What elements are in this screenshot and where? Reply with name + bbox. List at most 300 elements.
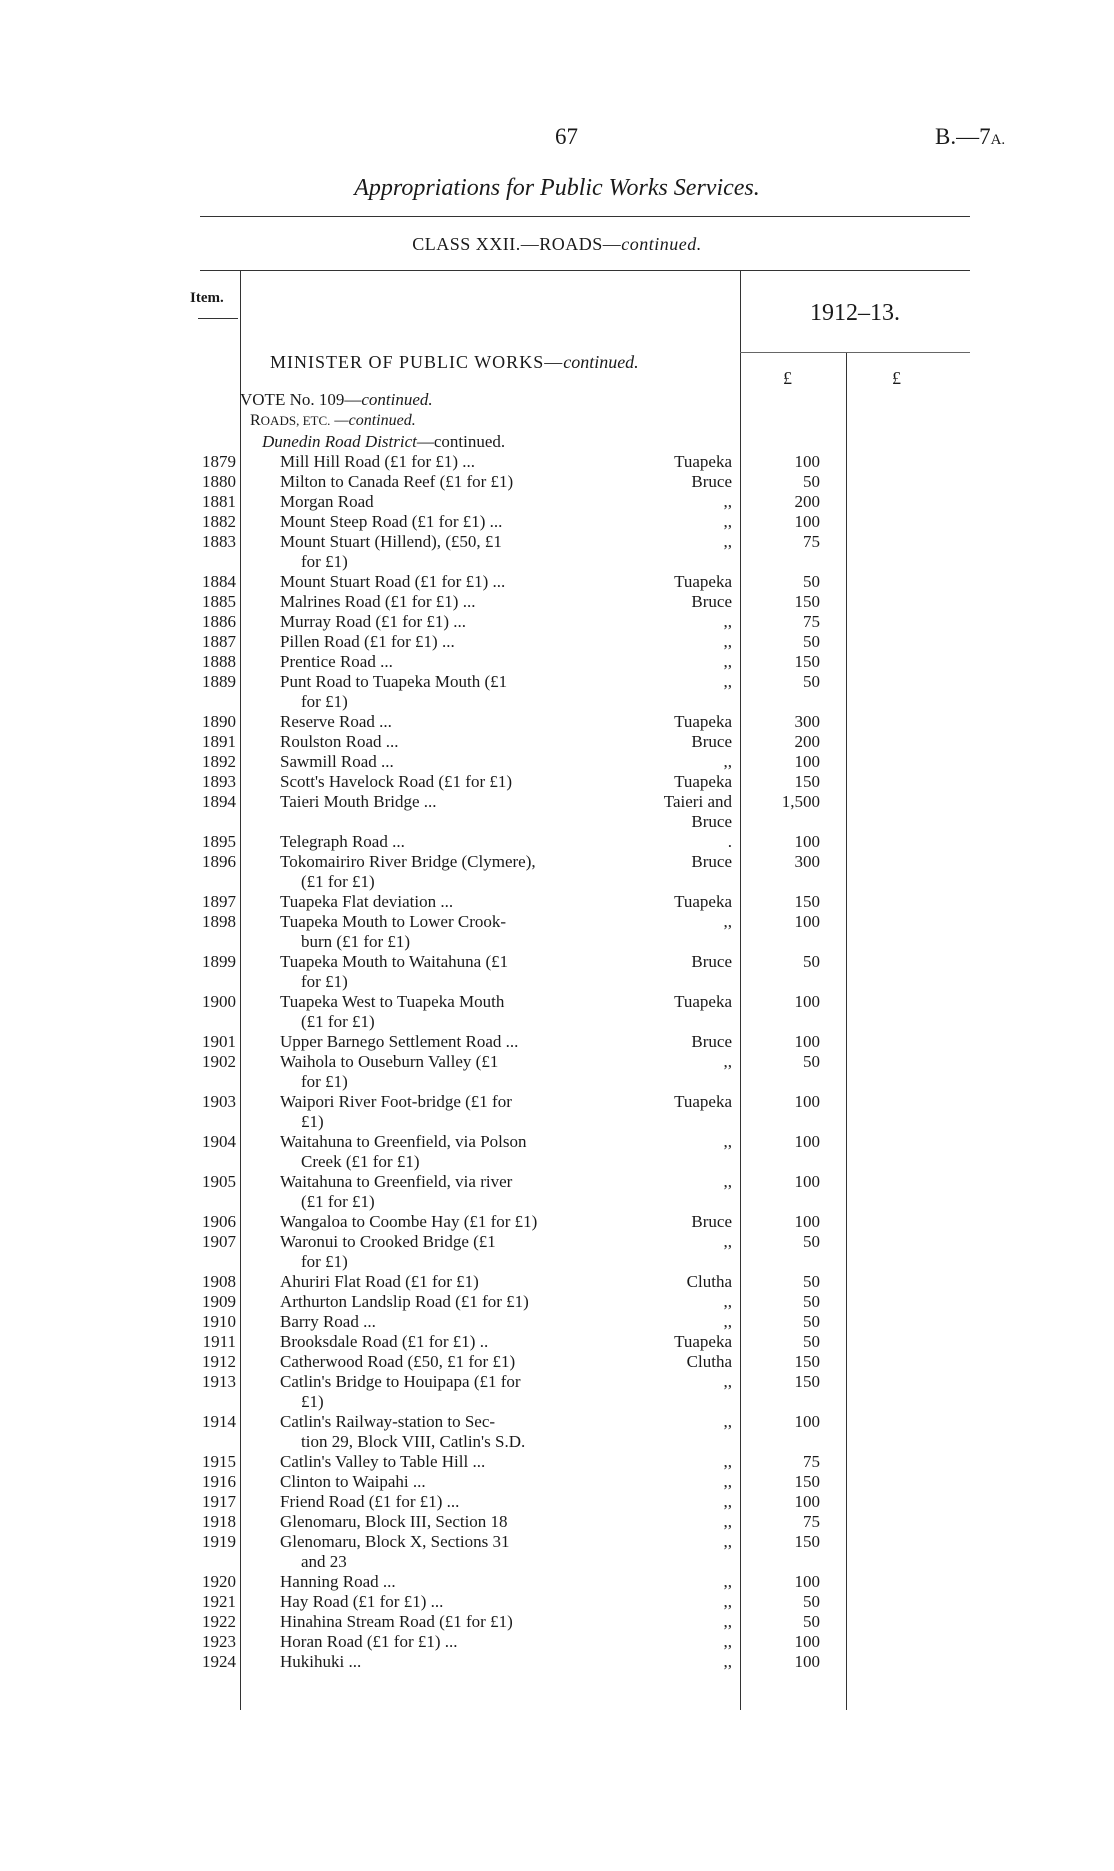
district-name: ,, xyxy=(723,612,732,631)
item-description xyxy=(280,672,590,712)
amount: 50 xyxy=(803,472,820,491)
district-name: Tuapeka xyxy=(674,712,732,731)
currency-header-2: £ xyxy=(892,368,901,388)
title-rule xyxy=(200,216,970,217)
item-description xyxy=(280,712,590,732)
item-description xyxy=(280,1172,590,1212)
district-heading-cont: —continued. xyxy=(416,432,506,451)
item-number: 1908 xyxy=(202,1272,236,1291)
item-number: 1910 xyxy=(202,1312,236,1331)
item-description-line: Mill Hill Road (£1 for £1) ... xyxy=(280,452,476,471)
amount: 75 xyxy=(803,612,820,631)
item-number: 1915 xyxy=(202,1452,236,1471)
item-description xyxy=(280,1312,590,1332)
district-name: ,, xyxy=(723,1632,732,1651)
item-column-header: Item. xyxy=(190,290,224,306)
amount: 300 xyxy=(794,852,820,871)
amount: 50 xyxy=(803,672,820,691)
table-row xyxy=(0,1372,1114,1412)
amount: 50 xyxy=(803,632,820,651)
amount: 50 xyxy=(803,1612,820,1631)
table-row xyxy=(0,1092,1114,1132)
item-number: 1900 xyxy=(202,992,236,1011)
item-description xyxy=(280,1372,590,1412)
item-number: 1882 xyxy=(202,512,236,531)
page-title: Appropriations for Public Works Services. xyxy=(354,175,760,201)
amount: 150 xyxy=(794,652,820,671)
item-description xyxy=(280,1292,590,1312)
item-number: 1879 xyxy=(202,452,236,471)
amount: 100 xyxy=(794,1032,820,1051)
item-description xyxy=(280,992,590,1032)
amount: 50 xyxy=(803,1232,820,1251)
district-name: ,, xyxy=(723,1372,732,1391)
amount: 100 xyxy=(794,752,820,771)
table-row xyxy=(0,1492,1114,1512)
item-description-line: Catlin's Bridge to Houipapa (£1 for xyxy=(280,1372,521,1391)
district-name: ,, xyxy=(723,1532,732,1551)
item-description-line: Arthurton Landslip Road (£1 for £1) xyxy=(280,1292,529,1311)
table-row xyxy=(0,1052,1114,1092)
amount: 75 xyxy=(803,1512,820,1531)
amount: 50 xyxy=(803,952,820,971)
district-name: Tuapeka xyxy=(674,772,732,791)
district-name: ,, xyxy=(723,1612,732,1631)
item-description-line: Tokomairiro River Bridge (Clymere), xyxy=(280,852,536,871)
item-description-continuation: for £1) xyxy=(301,1252,348,1271)
district-name: Bruce xyxy=(691,952,732,971)
item-description-continuation: £1) xyxy=(301,1112,324,1131)
item-description-line: Waronui to Crooked Bridge (£1 xyxy=(280,1232,496,1251)
vote-heading-cont: continued. xyxy=(361,390,433,409)
item-description xyxy=(280,852,590,892)
item-description-continuation: (£1 for £1) xyxy=(301,1192,375,1211)
amount: 200 xyxy=(794,492,820,511)
item-description-line: Murray Road (£1 for £1) ... xyxy=(280,612,467,631)
amount: 50 xyxy=(803,1052,820,1071)
district-name: Clutha xyxy=(686,1272,732,1291)
year-column-header: 1912–13. xyxy=(810,300,900,326)
amount: 300 xyxy=(794,712,820,731)
item-description-line: Waipori River Foot-bridge (£1 for xyxy=(280,1092,512,1111)
item-description xyxy=(280,1412,590,1452)
item-description-line: Horan Road (£1 for £1) ... xyxy=(280,1632,458,1651)
item-description xyxy=(280,1332,590,1352)
item-number: 1888 xyxy=(202,652,236,671)
district-name: ,, xyxy=(723,1512,732,1531)
item-description-line: Milton to Canada Reef (£1 for £1) xyxy=(280,472,514,491)
vote-heading xyxy=(240,390,433,410)
document-reference xyxy=(935,124,1005,150)
item-description-line: Brooksdale Road (£1 for £1) .. xyxy=(280,1332,489,1351)
table-row xyxy=(0,1452,1114,1472)
district-name: ,, xyxy=(723,652,732,671)
district-heading-text: Dunedin Road District xyxy=(262,432,417,451)
item-description xyxy=(280,732,590,752)
item-number: 1898 xyxy=(202,912,236,931)
amount: 100 xyxy=(794,1632,820,1651)
district-name: Tuapeka xyxy=(674,892,732,911)
item-description-continuation: for £1) xyxy=(301,552,348,571)
item-number: 1907 xyxy=(202,1232,236,1251)
table-row xyxy=(0,492,1114,512)
district-name: ,, xyxy=(723,912,732,931)
class-heading xyxy=(0,234,1114,255)
amount: 150 xyxy=(794,1472,820,1491)
item-number: 1906 xyxy=(202,1212,236,1231)
table-row xyxy=(0,1212,1114,1232)
item-number: 1884 xyxy=(202,572,236,591)
item-description-line: Waitahuna to Greenfield, via river xyxy=(280,1172,513,1191)
item-number: 1922 xyxy=(202,1612,236,1631)
minister-heading xyxy=(270,352,639,373)
amount: 100 xyxy=(794,1132,820,1151)
table-row xyxy=(0,1472,1114,1492)
district-name: . xyxy=(727,832,732,851)
item-number: 1893 xyxy=(202,772,236,791)
item-description-line: Telegraph Road ... xyxy=(280,832,405,851)
amount: 50 xyxy=(803,1292,820,1311)
district-name: ,, xyxy=(723,672,732,691)
amount: 100 xyxy=(794,1212,820,1231)
item-number: 1890 xyxy=(202,712,236,731)
table-row xyxy=(0,632,1114,652)
item-description xyxy=(280,1032,590,1052)
district-name: Bruce xyxy=(691,592,732,611)
item-description-continuation: for £1) xyxy=(301,972,348,991)
item-description-continuation: (£1 for £1) xyxy=(301,872,375,891)
district-name: ,, xyxy=(723,1052,732,1071)
item-description-continuation: tion 29, Block VIII, Catlin's S.D. xyxy=(301,1432,526,1451)
item-description xyxy=(280,792,590,812)
item-number: 1921 xyxy=(202,1592,236,1611)
item-description xyxy=(280,1632,590,1652)
item-description xyxy=(280,1272,590,1292)
item-number: 1899 xyxy=(202,952,236,971)
year-header-rule xyxy=(740,352,970,353)
item-description xyxy=(280,1592,590,1612)
class-heading-cont: continued. xyxy=(621,234,702,254)
item-description-line: Malrines Road (£1 for £1) ... xyxy=(280,592,476,611)
amount: 75 xyxy=(803,532,820,551)
item-header-rule xyxy=(198,318,238,319)
district-name: ,, xyxy=(723,532,732,551)
item-description-continuation: burn (£1 for £1) xyxy=(301,932,411,951)
table-row xyxy=(0,852,1114,892)
item-number: 1894 xyxy=(202,792,236,811)
item-number: 1901 xyxy=(202,1032,236,1051)
item-description-line: Catlin's Valley to Table Hill ... xyxy=(280,1452,486,1471)
item-description xyxy=(280,772,590,792)
table-row xyxy=(0,572,1114,592)
district-name: Clutha xyxy=(686,1352,732,1371)
district-name: ,, xyxy=(723,1172,732,1191)
amount: 150 xyxy=(794,1532,820,1551)
item-description-line: Taieri Mouth Bridge ... xyxy=(280,792,437,811)
item-description-continuation: for £1) xyxy=(301,1072,348,1091)
item-number: 1923 xyxy=(202,1632,236,1651)
item-number: 1924 xyxy=(202,1652,236,1671)
table-row xyxy=(0,1272,1114,1292)
item-description xyxy=(280,1512,590,1532)
item-description xyxy=(280,1472,590,1492)
appropriations-table xyxy=(0,452,1114,1672)
item-number: 1896 xyxy=(202,852,236,871)
item-description-line: Prentice Road ... xyxy=(280,652,393,671)
district-name: ,, xyxy=(723,1232,732,1251)
district-name: ,, xyxy=(723,1132,732,1151)
item-description-line: Tuapeka Mouth to Waitahuna (£1 xyxy=(280,952,509,971)
item-description-line: Mount Stuart Road (£1 for £1) ... xyxy=(280,572,506,591)
item-number: 1886 xyxy=(202,612,236,631)
table-row xyxy=(0,712,1114,732)
amount: 50 xyxy=(803,1592,820,1611)
roads-subheading-cont: —continued. xyxy=(330,412,416,429)
table-row xyxy=(0,792,1114,832)
district-name: Tuapeka xyxy=(674,1332,732,1351)
item-description-line: Roulston Road ... xyxy=(280,732,399,751)
item-description-line: Glenomaru, Block X, Sections 31 xyxy=(280,1532,510,1551)
item-number: 1918 xyxy=(202,1512,236,1531)
item-description-continuation: and 23 xyxy=(301,1552,347,1571)
item-description xyxy=(280,1212,590,1232)
page-number: 67 xyxy=(555,124,578,149)
table-row xyxy=(0,1512,1114,1532)
table-top-rule xyxy=(200,270,970,271)
district-name: ,, xyxy=(723,1572,732,1591)
amount: 150 xyxy=(794,1352,820,1371)
district-name: ,, xyxy=(723,1292,732,1311)
item-description xyxy=(280,572,590,592)
item-description xyxy=(280,832,590,852)
table-row xyxy=(0,1592,1114,1612)
item-description xyxy=(280,652,590,672)
table-row xyxy=(0,772,1114,792)
table-row xyxy=(0,752,1114,772)
table-row xyxy=(0,1312,1114,1332)
item-description-line: Mount Stuart (Hillend), (£50, £1 xyxy=(280,532,502,551)
district-name: Bruce xyxy=(691,852,732,871)
item-description xyxy=(280,1492,590,1512)
item-number: 1885 xyxy=(202,592,236,611)
item-description-line: Reserve Road ... xyxy=(280,712,392,731)
amount: 100 xyxy=(794,1652,820,1671)
item-description-line: Glenomaru, Block III, Section 18 xyxy=(280,1512,508,1531)
amount: 50 xyxy=(803,1312,820,1331)
item-description xyxy=(280,1132,590,1172)
district-heading xyxy=(262,432,505,452)
item-description xyxy=(280,492,590,512)
table-row xyxy=(0,1412,1114,1452)
item-description-line: Morgan Road xyxy=(280,492,374,511)
district-name: Tuapeka xyxy=(674,1092,732,1111)
item-description xyxy=(280,1052,590,1092)
item-description-continuation: (£1 for £1) xyxy=(301,1012,375,1031)
item-number: 1917 xyxy=(202,1492,236,1511)
item-number: 1895 xyxy=(202,832,236,851)
currency-header-1: £ xyxy=(783,368,792,388)
item-number: 1916 xyxy=(202,1472,236,1491)
amount: 100 xyxy=(794,1572,820,1591)
item-number: 1897 xyxy=(202,892,236,911)
item-description-line: Waitahuna to Greenfield, via Polson xyxy=(280,1132,527,1151)
table-row xyxy=(0,1612,1114,1632)
table-row xyxy=(0,832,1114,852)
table-row xyxy=(0,992,1114,1032)
table-row xyxy=(0,512,1114,532)
item-description-line: Clinton to Waipahi ... xyxy=(280,1472,426,1491)
item-description-line: Sawmill Road ... xyxy=(280,752,394,771)
item-number: 1887 xyxy=(202,632,236,651)
item-number: 1914 xyxy=(202,1412,236,1431)
table-row xyxy=(0,1172,1114,1212)
table-row xyxy=(0,472,1114,492)
amount: 50 xyxy=(803,1272,820,1291)
amount: 100 xyxy=(794,512,820,531)
district-name: ,, xyxy=(723,1452,732,1471)
item-description-line: Punt Road to Tuapeka Mouth (£1 xyxy=(280,672,508,691)
district-name: ,, xyxy=(723,1592,732,1611)
item-description xyxy=(280,1352,590,1372)
amount: 50 xyxy=(803,1332,820,1351)
table-row xyxy=(0,1652,1114,1672)
item-description-line: Tuapeka Flat deviation ... xyxy=(280,892,454,911)
amount: 100 xyxy=(794,1092,820,1111)
district-name: Bruce xyxy=(691,1212,732,1231)
item-number: 1911 xyxy=(202,1332,236,1351)
district-name: ,, xyxy=(723,512,732,531)
district-name: ,, xyxy=(723,752,732,771)
amount: 100 xyxy=(794,832,820,851)
item-number: 1905 xyxy=(202,1172,236,1191)
table-row xyxy=(0,1332,1114,1352)
amount: 150 xyxy=(794,772,820,791)
item-description-continuation: Creek (£1 for £1) xyxy=(301,1152,420,1171)
item-description xyxy=(280,1092,590,1132)
table-row xyxy=(0,1132,1114,1172)
district-name: ,, xyxy=(723,1412,732,1431)
amount: 100 xyxy=(794,912,820,931)
district-name: ,, xyxy=(723,1652,732,1671)
roads-subheading-rest: OADS, ETC. xyxy=(260,413,331,428)
item-description-line: Tuapeka Mouth to Lower Crook- xyxy=(280,912,507,931)
district-name: ,, xyxy=(723,1312,732,1331)
item-description-line: Hay Road (£1 for £1) ... xyxy=(280,1592,444,1611)
item-description-line: Ahuriri Flat Road (£1 for £1) xyxy=(280,1272,479,1291)
item-description-line: Waihola to Ouseburn Valley (£1 xyxy=(280,1052,499,1071)
amount: 100 xyxy=(794,452,820,471)
item-number: 1909 xyxy=(202,1292,236,1311)
table-row xyxy=(0,672,1114,712)
item-description-line: Pillen Road (£1 for £1) ... xyxy=(280,632,455,651)
item-description xyxy=(280,512,590,532)
amount: 100 xyxy=(794,1492,820,1511)
item-description-line: Upper Barnego Settlement Road ... xyxy=(280,1032,519,1051)
table-row xyxy=(0,952,1114,992)
item-description xyxy=(280,1452,590,1472)
item-description-line: Tuapeka West to Tuapeka Mouth xyxy=(280,992,505,1011)
district-name: Taieri and Bruce xyxy=(663,792,732,831)
amount: 100 xyxy=(794,1172,820,1191)
document-reference-main: B.—7 xyxy=(935,124,991,149)
minister-heading-cont: continued. xyxy=(563,352,639,372)
amount: 50 xyxy=(803,572,820,591)
item-description xyxy=(280,632,590,652)
item-description-line: Catherwood Road (£50, £1 for £1) xyxy=(280,1352,516,1371)
item-number: 1912 xyxy=(202,1352,236,1371)
item-description xyxy=(280,892,590,912)
item-number: 1919 xyxy=(202,1532,236,1551)
item-description-line: Catlin's Railway-station to Sec- xyxy=(280,1412,496,1431)
district-name: ,, xyxy=(723,1492,732,1511)
class-heading-text: CLASS XXII.—ROADS— xyxy=(412,234,622,254)
item-number: 1903 xyxy=(202,1092,236,1111)
minister-heading-text: MINISTER OF PUBLIC WORKS— xyxy=(270,352,564,372)
table-row xyxy=(0,1352,1114,1372)
item-description-line: Hanning Road ... xyxy=(280,1572,396,1591)
item-description xyxy=(280,532,590,572)
amount: 150 xyxy=(794,1372,820,1391)
item-number: 1891 xyxy=(202,732,236,751)
table-row xyxy=(0,532,1114,572)
table-row xyxy=(0,652,1114,672)
item-number: 1892 xyxy=(202,752,236,771)
amount: 75 xyxy=(803,1452,820,1471)
item-description-line: Scott's Havelock Road (£1 for £1) xyxy=(280,772,513,791)
item-description-line: Mount Steep Road (£1 for £1) ... xyxy=(280,512,503,531)
table-row xyxy=(0,1572,1114,1592)
item-number: 1904 xyxy=(202,1132,236,1151)
amount: 100 xyxy=(794,992,820,1011)
item-number: 1920 xyxy=(202,1572,236,1591)
item-number: 1913 xyxy=(202,1372,236,1391)
amount: 150 xyxy=(794,592,820,611)
item-description-line: Wangaloa to Coombe Hay (£1 for £1) xyxy=(280,1212,538,1231)
item-description xyxy=(280,612,590,632)
amount: 100 xyxy=(794,1412,820,1431)
item-description xyxy=(280,452,590,472)
item-number: 1880 xyxy=(202,472,236,491)
item-description-line: Hukihuki ... xyxy=(280,1652,362,1671)
item-number: 1889 xyxy=(202,672,236,691)
table-row xyxy=(0,1032,1114,1052)
item-number: 1902 xyxy=(202,1052,236,1071)
table-row xyxy=(0,732,1114,752)
roads-subheading xyxy=(250,412,416,430)
table-row xyxy=(0,612,1114,632)
item-number: 1881 xyxy=(202,492,236,511)
district-name: ,, xyxy=(723,492,732,511)
district-name: Tuapeka xyxy=(674,452,732,471)
document-reference-sub: A. xyxy=(990,132,1006,148)
roads-subheading-initial: R xyxy=(250,412,261,429)
table-row xyxy=(0,452,1114,472)
item-description xyxy=(280,1232,590,1272)
table-row xyxy=(0,892,1114,912)
item-description xyxy=(280,912,590,952)
item-description xyxy=(280,472,590,492)
district-name: Tuapeka xyxy=(674,572,732,591)
district-name: Bruce xyxy=(691,1032,732,1051)
item-number: 1883 xyxy=(202,532,236,551)
table-row xyxy=(0,592,1114,612)
district-name: Tuapeka xyxy=(674,992,732,1011)
amount: 200 xyxy=(794,732,820,751)
district-name: ,, xyxy=(723,632,732,651)
amount: 150 xyxy=(794,892,820,911)
item-description-line: Friend Road (£1 for £1) ... xyxy=(280,1492,460,1511)
item-description xyxy=(280,752,590,772)
